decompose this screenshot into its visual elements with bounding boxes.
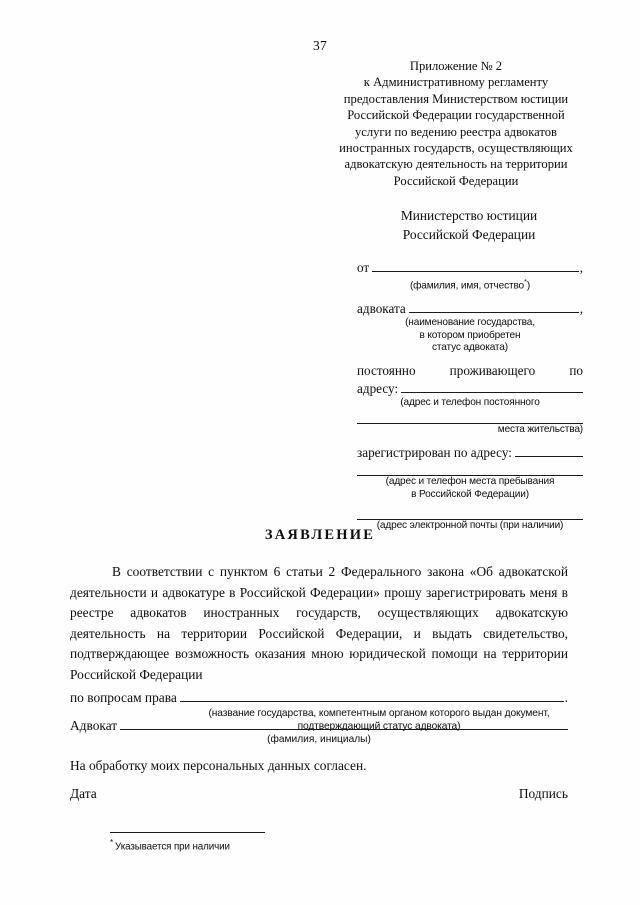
permanent-address-caption-line-1: (адрес и телефон постоянного bbox=[400, 396, 540, 408]
page-title: ЗАЯВЛЕНИЕ bbox=[264, 527, 376, 543]
ministry-line-2: Российской Федерации bbox=[402, 227, 536, 242]
body-paragraph: В соответствии с пунктом 6 статьи 2 Федерального закона «Об адвокатской деятельности и адвокатуре в Российской Федерации» прошу зарегистрировать меня в реестре адвокатов иностранных государств, осуществляющих адвокатскую деятельность на территории Российской Федерации, и выдать свидетельство, подтверждающее возможность оказания мною юридической помощи на территории Российской Федерации bbox=[70, 564, 568, 682]
permanent-residence-phrase bbox=[357, 363, 583, 379]
law-subject-trailing-period: . bbox=[564, 689, 568, 705]
permanent-address-input-line[interactable] bbox=[401, 379, 583, 393]
registered-address-caption-line-1: (адрес и телефон места пребывания bbox=[385, 475, 555, 487]
permanent-address-field-row bbox=[357, 379, 583, 397]
registered-address-label: зарегистрирован по адресу: bbox=[357, 444, 512, 460]
law-subject-caption-line-1: (название государства, компетентным органом которого выдан документ, bbox=[208, 708, 550, 720]
appendix-header-line: Российской Федерации государственной bbox=[347, 108, 565, 123]
appendix-header-line: иностранных государств, осуществляющих bbox=[339, 141, 573, 156]
advocate-state-label: адвоката bbox=[357, 300, 406, 316]
law-subject-field-row bbox=[70, 686, 568, 709]
permanent-address-caption-line-2: места жительства) bbox=[497, 424, 583, 436]
from-trailing-comma: , bbox=[579, 260, 583, 275]
advocate-signature-caption: (фамилия, инициалы) bbox=[267, 734, 371, 745]
ministry-addressee bbox=[355, 206, 583, 244]
appendix-header-line: предоставления Министерством юстиции bbox=[343, 91, 569, 106]
registered-address-field-row bbox=[357, 443, 583, 461]
registered-address-input-line[interactable] bbox=[515, 443, 583, 457]
from-label: от bbox=[357, 260, 370, 275]
footnote-text: Указывается при наличии bbox=[115, 841, 230, 853]
advocate-state-caption-line-2: в котором приобретен bbox=[419, 329, 521, 341]
permanent-residence-word-2: проживающего bbox=[449, 362, 536, 378]
advocate-state-caption-line-1: (наименование государства, bbox=[405, 316, 535, 328]
advocate-state-input-line[interactable] bbox=[409, 299, 579, 313]
permanent-address-label: адресу: bbox=[357, 380, 399, 396]
footnote-marker-icon: * bbox=[110, 838, 114, 847]
law-subject-label: по вопросам права bbox=[70, 689, 177, 705]
signature-label: Подпись bbox=[518, 786, 568, 801]
advocate-state-caption-line-3: статус адвоката) bbox=[432, 342, 508, 354]
body-section bbox=[70, 562, 568, 733]
footnote-separator bbox=[110, 832, 265, 833]
appendix-header-line: Российской Федерации bbox=[393, 173, 519, 188]
appendix-header-line: Приложение № 2 bbox=[409, 59, 503, 73]
advocate-signature-input-line[interactable] bbox=[120, 716, 568, 730]
footnote-star-icon: * bbox=[524, 277, 527, 286]
footnote bbox=[110, 838, 430, 852]
advocate-state-trailing-comma: , bbox=[579, 300, 583, 316]
date-signature-row bbox=[70, 786, 568, 802]
advocate-signature-row bbox=[70, 716, 568, 734]
law-subject-input-line[interactable] bbox=[180, 686, 564, 702]
date-label: Дата bbox=[70, 786, 97, 801]
from-caption-close: ) bbox=[526, 280, 531, 292]
email-caption: (адрес электронной почты (при наличии) bbox=[376, 520, 564, 532]
advocate-signature-label: Адвокат bbox=[70, 718, 118, 733]
consent-statement: На обработку моих персональных данных согласен. bbox=[70, 758, 367, 773]
from-input-line[interactable] bbox=[372, 258, 579, 272]
law-subject-caption-line-2: подтверждающий статус адвоката) bbox=[297, 720, 461, 732]
permanent-residence-word-3: по bbox=[569, 362, 583, 378]
appendix-header bbox=[330, 58, 582, 189]
applicant-block bbox=[357, 258, 583, 533]
from-caption-text: (фамилия, имя, отчество bbox=[409, 280, 525, 292]
from-field-row bbox=[357, 258, 583, 276]
registered-address-caption-line-2: в Российской Федерации) bbox=[411, 488, 529, 500]
page-number: 37 bbox=[312, 38, 328, 53]
from-caption bbox=[357, 276, 583, 293]
appendix-header-line: к Административному регламенту bbox=[363, 75, 549, 90]
ministry-line-1: Министерство юстиции bbox=[400, 208, 538, 223]
appendix-header-line: услуги по ведению реестра адвокатов bbox=[354, 124, 558, 139]
appendix-header-line: адвокатскую деятельность на территории bbox=[344, 157, 568, 172]
advocate-state-field-row bbox=[357, 299, 583, 317]
permanent-residence-word-1: постоянно bbox=[357, 362, 416, 378]
